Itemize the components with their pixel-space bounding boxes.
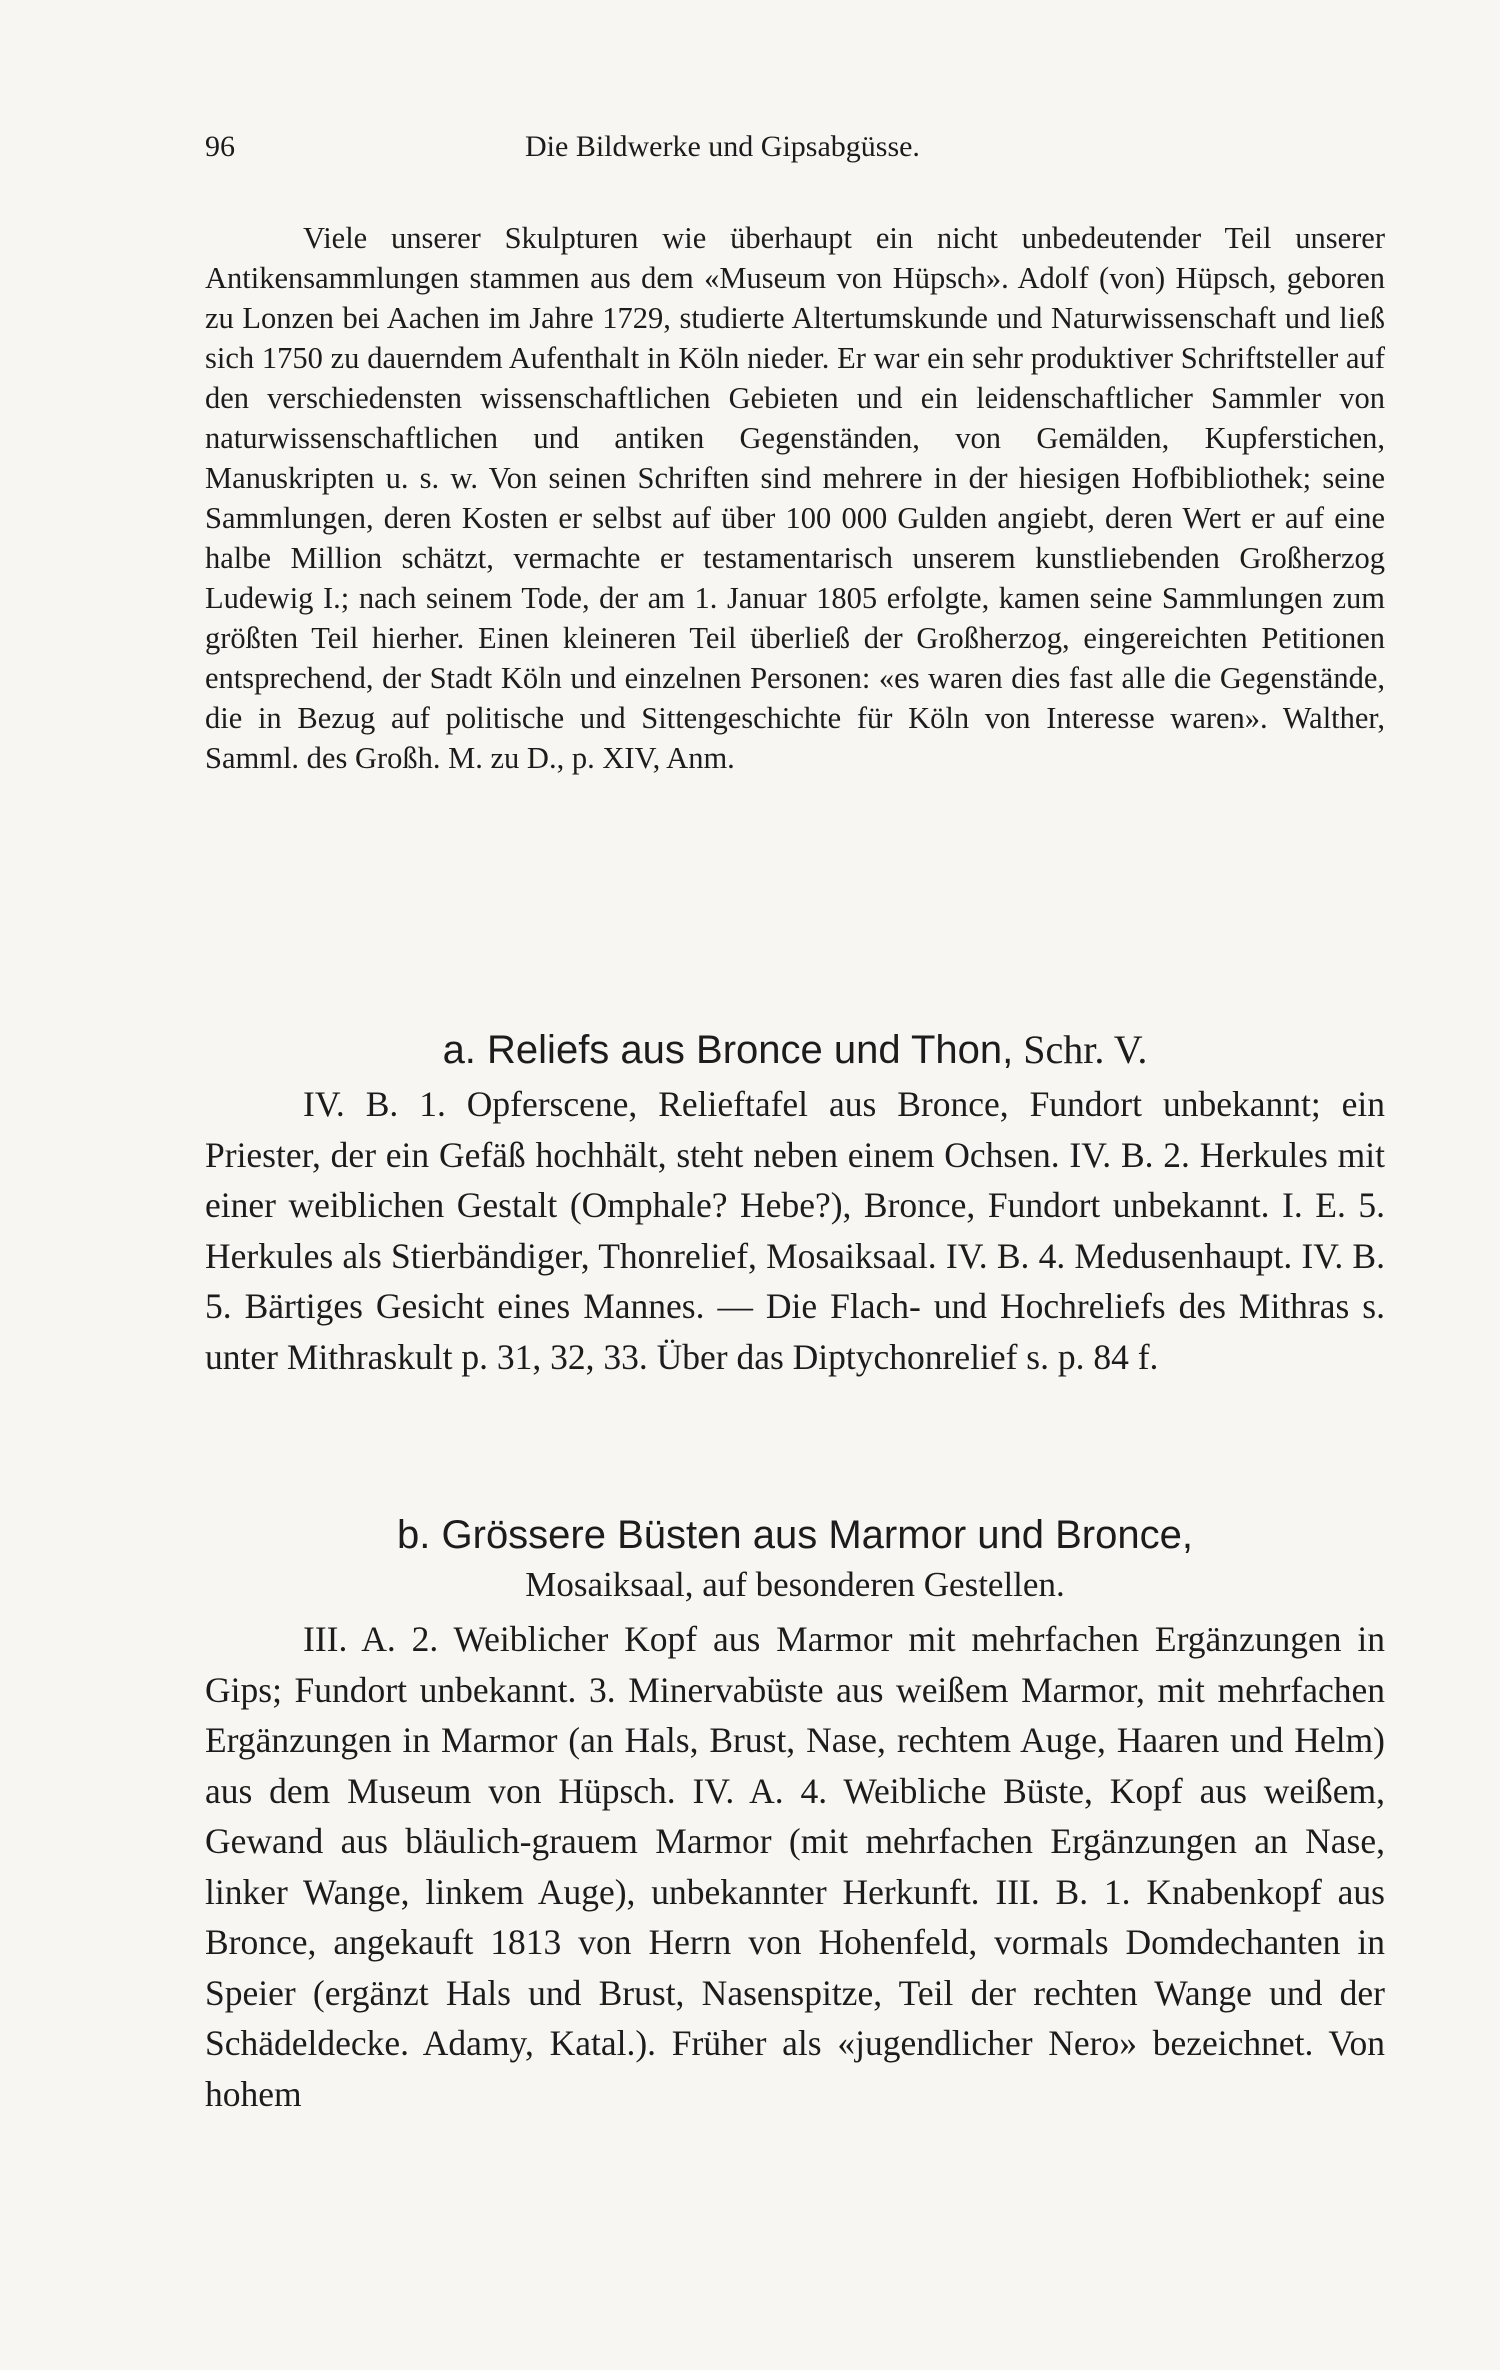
page-number: 96 <box>205 130 235 163</box>
section-a-heading <box>205 1026 1385 1074</box>
intro-paragraph: Viele unserer Skulpturen wie überhaupt ein nicht unbedeutender Teil unserer Antikensammlungen stammen aus dem «Museum von Hüpsch». Adolf (von) Hüpsch, geboren zu Lonzen bei Aachen im Jahre 1729, studierte Altertumskunde und Naturwissenschaft und ließ sich 1750 zu dauerndem Aufenthalt in Köln nieder. Er war ein sehr produktiver Schriftsteller auf den verschiedensten wissenschaftlichen Gebieten und ein leidenschaftlicher Sammler von naturwissenschaftlichen und antiken Gegenständen, von Gemälden, Kupferstichen, Manuskripten u. s. w. Von seinen Schriften sind mehrere in der hiesigen Hofbibliothek; seine Sammlungen, deren Kosten er selbst auf über 100 000 Gulden angiebt, deren Wert er auf eine halbe Million schätzt, vermachte er testamentarisch unserem kunstliebenden Großherzog Ludewig I.; nach seinem Tode, der am 1. Januar 1805 erfolgte, kamen seine Sammlungen zum größten Teil hierher. Einen kleineren Teil überließ der Großherzog, eingereichten Petitionen entsprechend, der Stadt Köln und einzelnen Personen: «es waren dies fast alle die Gegenstände, die in Bezug auf politische und Sittengeschichte für Köln von Interesse waren». Walther, Samml. des Großh. M. zu D., p. XIV, Anm. <box>205 221 1385 775</box>
running-head: Die Bildwerke und Gipsabgüsse. <box>525 130 920 163</box>
section-a-title: a. Reliefs aus Bronce und Thon, <box>442 1028 1014 1072</box>
section-b-heading <box>205 1510 1385 1610</box>
section-b-subheading: Mosaiksaal, auf besonderen Gestellen. <box>525 1565 1065 1604</box>
section-b-title: b. Grössere Büsten aus Marmor und Bronce, <box>397 1513 1193 1557</box>
section-b-paragraph: III. A. 2. Weiblicher Kopf aus Marmor mit mehrfachen Ergänzungen in Gips; Fundort unbekannt. 3. Minervabüste aus weißem Marmor, mit mehrfachen Ergänzungen in Marmor (an Hals, Brust, Nase, rechtem Auge, Haaren und Helm) aus dem Museum von Hüpsch. IV. A. 4. Weibliche Büste, Kopf aus weißem, Gewand aus bläulich-grauem Marmor (mit mehrfachen Ergänzungen an Nase, linker Wange, linkem Auge), unbekannter Herkunft. III. B. 1. Knabenkopf aus Bronce, angekauft 1813 von Herrn von Hohenfeld, vormals Domdechanten in Speier (ergänzt Hals und Brust, Nasenspitze, Teil der rechten Wange und der Schädeldecke. Adamy, Katal.). Früher als «jugendlicher Nero» bezeichnet. Von hohem <box>205 1619 1385 2114</box>
section-a-paragraph: IV. B. 1. Opferscene, Relieftafel aus Bronce, Fundort unbekannt; ein Priester, der ein Gefäß hochhält, steht neben einem Ochsen. IV. B. 2. Herkules mit einer weiblichen Gestalt (Omphale? Hebe?), Bronce, Fundort unbekannt. I. E. 5. Herkules als Stierbändiger, Thonrelief, Mosaiksaal. IV. B. 4. Medusenhaupt. IV. B. 5. Bärtiges Gesicht eines Mannes. — Die Flach- und Hochreliefs des Mithras s. unter Mithraskult p. 31, 32, 33. Über das Diptychonrelief s. p. 84 f. <box>205 1084 1385 1377</box>
section-a-location: Schr. V. <box>1023 1027 1148 1072</box>
page-header <box>205 130 1385 180</box>
